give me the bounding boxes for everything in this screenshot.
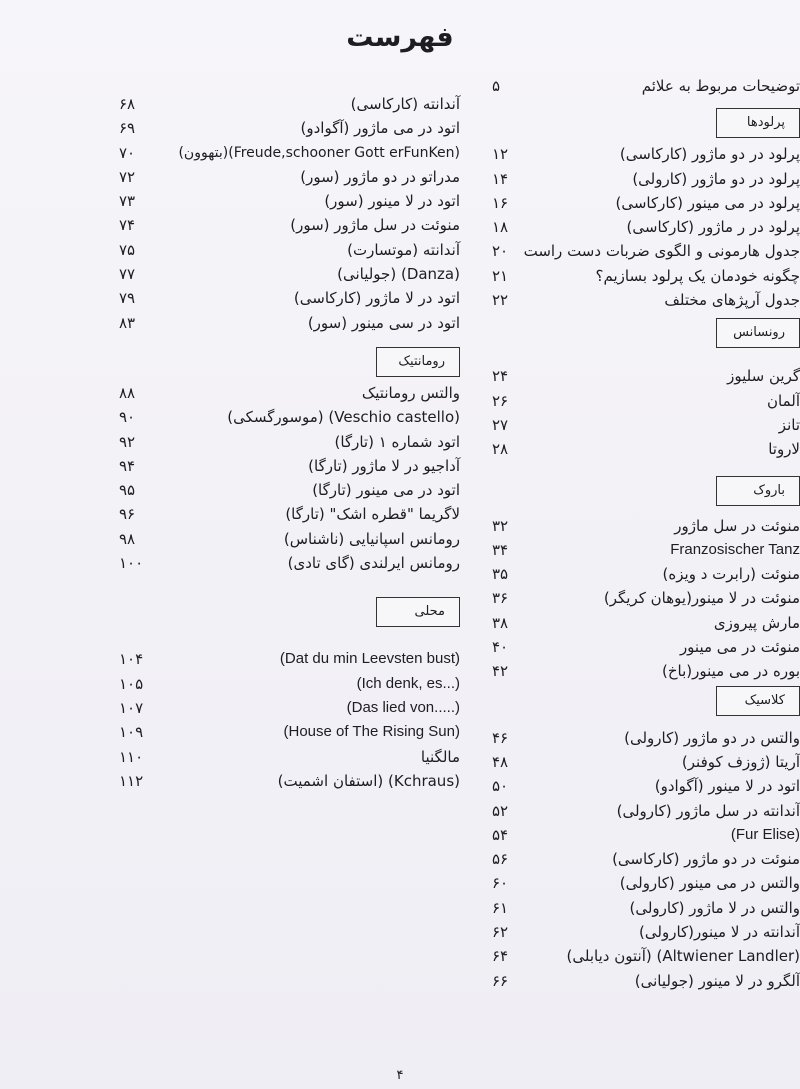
- entry-page: ۷۳: [119, 192, 136, 211]
- entry-page: ۶۰: [492, 874, 509, 893]
- entry-page: ۱۲: [492, 145, 509, 164]
- page-title: فهرست: [346, 22, 454, 53]
- entry-title: (House of The Rising Sun): [283, 723, 460, 741]
- entry-page: ۱۰۹: [119, 723, 144, 742]
- entry-title: اتود شماره ۱ (تارگا): [334, 432, 460, 451]
- entry-page: ۱۰۵: [119, 674, 144, 693]
- toc-entry[interactable]: [115, 213, 460, 237]
- section-folk: [115, 647, 460, 793]
- toc-entry[interactable]: [480, 142, 800, 166]
- entry-title: Franzosischer Tanz: [670, 540, 800, 558]
- toc-entry[interactable]: [480, 896, 800, 920]
- toc-entry[interactable]: [115, 478, 460, 502]
- entry-page: ۷۰: [119, 143, 136, 162]
- toc-entry[interactable]: [480, 920, 800, 944]
- entry-page: ۶۲: [492, 923, 509, 942]
- section-preludes: [480, 142, 800, 312]
- entry-page: ۹۲: [119, 432, 136, 451]
- toc-entry[interactable]: [480, 514, 800, 538]
- entry-title: تانز: [778, 415, 800, 434]
- section-heading-baroque: باروک: [716, 476, 800, 506]
- entry-page: ۵۰: [492, 777, 509, 796]
- entry-page: ۲۴: [492, 367, 509, 386]
- toc-entry[interactable]: [480, 191, 800, 215]
- entry-page: ۵۴: [492, 825, 509, 844]
- toc-entry[interactable]: [480, 823, 800, 847]
- entry-title: پرلود در دو ماژور (کارولی): [632, 169, 800, 188]
- toc-entry[interactable]: [115, 720, 460, 744]
- entry-page: ۱۴: [492, 169, 509, 188]
- entry-page: ۹۰: [119, 408, 136, 427]
- entry-page: ۳۴: [492, 540, 509, 559]
- entry-page: ۴۸: [492, 752, 509, 771]
- entry-title: آندانته (موتسارت): [347, 240, 460, 259]
- entry-title: (Fur Elise): [730, 825, 800, 843]
- entry-page: ۲۱: [492, 266, 509, 285]
- toc-entry[interactable]: [480, 750, 800, 774]
- toc-entry[interactable]: [480, 611, 800, 635]
- section-renaissance: [480, 364, 800, 461]
- entry-page: ۷۵: [119, 240, 136, 259]
- entry-title: اتود در لا مینور (آگوادو): [654, 777, 800, 796]
- toc-entry[interactable]: [480, 389, 800, 413]
- toc-entry[interactable]: [115, 672, 460, 696]
- toc-entry[interactable]: [480, 969, 800, 993]
- entry-page: ۷۴: [119, 216, 136, 235]
- entry-title: (.....Das lied von): [346, 698, 460, 716]
- entry-title: جدول آرپژهای مختلف: [664, 291, 800, 310]
- entry-title: مالگنیا: [420, 747, 460, 766]
- toc-entry[interactable]: [115, 430, 460, 454]
- entry-page: ۴۰: [492, 638, 509, 657]
- section-baroque: [480, 514, 800, 684]
- entry-page: ۷۷: [119, 265, 136, 284]
- toc-entry[interactable]: [480, 562, 800, 586]
- toc-entry[interactable]: [115, 405, 460, 429]
- entry-page: ۱۶: [492, 193, 509, 212]
- entry-page: ۵۲: [492, 801, 509, 820]
- entry-title: منوئت (رابرت د ویزه): [662, 565, 800, 584]
- toc-entry[interactable]: [480, 413, 800, 437]
- toc-entry[interactable]: [115, 381, 460, 405]
- entry-page: ۶۱: [492, 898, 509, 917]
- entry-title: (Veschio castello) (موسورگسکی): [227, 408, 460, 427]
- toc-entry[interactable]: [115, 165, 460, 189]
- entry-page: ۱۸: [492, 218, 509, 237]
- toc-entry[interactable]: [480, 635, 800, 659]
- entry-title: پرلود در دو ماژور (کارکاسی): [619, 145, 800, 164]
- entry-title: اتود در لا مینور (سور): [324, 192, 460, 211]
- toc-entry[interactable]: [115, 769, 460, 793]
- entry-page: ۲۷: [492, 415, 509, 434]
- entry-title: آندانته در لا مینور(کارولی): [639, 923, 800, 942]
- toc-entry[interactable]: [115, 745, 460, 769]
- entry-page: ۹۴: [119, 456, 136, 475]
- entry-page: ۹۵: [119, 481, 136, 500]
- page-number: ۴: [396, 1068, 404, 1083]
- section-romantic: [115, 381, 460, 575]
- entry-page: ۹۸: [119, 529, 136, 548]
- entry-title: منوئت در دو ماژور (کارکاسی): [612, 850, 800, 869]
- entry-page: ۳۵: [492, 565, 509, 584]
- entry-title: مارش پیروزی: [713, 613, 800, 632]
- toc-entry[interactable]: [480, 167, 800, 191]
- entry-title: جدول هارمونی و الگوی ضربات دست راست: [523, 242, 800, 261]
- toc-entry[interactable]: [115, 454, 460, 478]
- toc-entry[interactable]: [480, 774, 800, 798]
- toc-entry[interactable]: [115, 502, 460, 526]
- toc-entry[interactable]: [480, 659, 800, 683]
- entry-page: ۵۶: [492, 850, 509, 869]
- entry-title: منوئت در سل ماژور: [674, 516, 800, 535]
- section-classical-continued: [115, 92, 460, 335]
- entry-page: ۱۰۴: [119, 650, 144, 669]
- entry-title: اتود در می ماژور (آگوادو): [300, 119, 460, 138]
- toc-entry[interactable]: [480, 944, 800, 968]
- toc-entry[interactable]: [115, 527, 460, 551]
- toc-entry[interactable]: [480, 799, 800, 823]
- toc-entry[interactable]: [115, 92, 460, 116]
- toc-entry[interactable]: [115, 551, 460, 575]
- entry-page: ۱۱۲: [119, 771, 144, 790]
- toc-entry[interactable]: [480, 847, 800, 871]
- entry-page: ۶۸: [119, 95, 136, 113]
- toc-entry[interactable]: [115, 262, 460, 286]
- toc-entry[interactable]: [115, 647, 460, 671]
- entry-title: توضیحات مربوط به علائم: [641, 77, 800, 95]
- entry-page: ۱۰۰: [119, 554, 144, 573]
- entry-page: ۶۴: [492, 947, 509, 966]
- toc-entry[interactable]: [480, 437, 800, 461]
- entry-page: ۵: [492, 77, 501, 95]
- entry-title: آلگرو در لا مینور (جولیانی): [634, 971, 800, 990]
- section-heading-romantic: رومانتیک: [376, 347, 460, 377]
- entry-title: (Dat du min Leevsten bust): [279, 650, 460, 668]
- entry-title: آداجیو در لا ماژور (تارگا): [308, 456, 460, 475]
- entry-title: (Danza) (جولیانی): [337, 265, 460, 284]
- entry-page: ۱۱۰: [119, 747, 144, 766]
- entry-page: ۱۰۷: [119, 698, 144, 717]
- entry-page: ۲۲: [492, 291, 509, 310]
- entry-title: بوره در می مینور(باخ): [661, 662, 800, 681]
- toc-column-left: [115, 92, 460, 793]
- entry-title: لاروتا: [768, 440, 800, 459]
- entry-title: آندانته (کارکاسی): [350, 95, 460, 113]
- section-heading-preludes: پرلودها: [716, 108, 800, 138]
- section-heading-folk: محلی: [376, 597, 460, 627]
- toc-entry[interactable]: [115, 286, 460, 310]
- entry-title: آلمان: [767, 391, 800, 410]
- toc-entry[interactable]: [115, 696, 460, 720]
- entry-title: (Freude,schooner Gott erFunKen)(بتهوون): [178, 144, 460, 161]
- entry-title: پرلود در ر ماژور (کارکاسی): [626, 218, 800, 237]
- toc-entry[interactable]: [115, 116, 460, 140]
- entry-title: اتود در لا ماژور (کارکاسی): [293, 289, 460, 308]
- entry-title: رومانس ایرلندی (گای تادی): [287, 554, 460, 573]
- entry-title: والتس در دو ماژور (کارولی): [624, 728, 800, 747]
- toc-column-right: [480, 74, 800, 993]
- section-heading-renaissance: رونسانس: [716, 318, 800, 348]
- toc-entry[interactable]: [480, 586, 800, 610]
- section-classical: [480, 726, 800, 993]
- entry-title: (Kchraus) (استفان اشمیت): [277, 771, 460, 790]
- entry-page: ۳۶: [492, 589, 509, 608]
- entry-title: لاگریما "قطره اشک" (تارگا): [285, 505, 460, 524]
- toc-entry[interactable]: [115, 311, 460, 335]
- entry-title: والتس در می مینور (کارولی): [619, 874, 800, 893]
- entry-page: ۴۲: [492, 662, 509, 681]
- entry-page: ۲۰: [492, 242, 509, 261]
- entry-title: اتود در سی مینور (سور): [307, 313, 460, 332]
- entry-page: ۶۶: [492, 971, 509, 990]
- entry-title: منوئت در می مینور: [679, 638, 800, 657]
- entry-title: چگونه خودمان یک پرلود بسازیم؟: [595, 266, 800, 285]
- entry-page: ۳۲: [492, 516, 509, 535]
- entry-title: منوئت در سل ماژور (سور): [290, 216, 460, 235]
- entry-title: والتس رومانتیک: [361, 383, 460, 402]
- entry-title: اتود در می مینور (تارگا): [312, 481, 460, 500]
- entry-page: ۲۸: [492, 440, 509, 459]
- entry-title: رومانس اسپانیایی (ناشناس): [283, 529, 460, 548]
- toc-entry[interactable]: [480, 215, 800, 239]
- toc-entry[interactable]: [480, 264, 800, 288]
- toc-entry[interactable]: [480, 538, 800, 562]
- entry-page: ۷۲: [119, 167, 136, 186]
- entry-page: ۲۶: [492, 391, 509, 410]
- entry-title: منوئت در لا مینور(یوهان کریگر): [603, 589, 800, 608]
- entry-page: ۹۶: [119, 505, 136, 524]
- toc-entry[interactable]: [115, 238, 460, 262]
- toc-entry[interactable]: [115, 141, 460, 165]
- entry-title: آندانته در سل ماژور (کارولی): [616, 801, 800, 820]
- entry-page: ۷۹: [119, 289, 136, 308]
- entry-page: ۳۸: [492, 613, 509, 632]
- entry-title: آریتا (ژوزف کوفنر): [681, 752, 800, 771]
- entry-page: ۶۹: [119, 119, 136, 138]
- entry-title: (...Ich denk, es): [356, 674, 460, 692]
- section-heading-classical: کلاسیک: [716, 686, 800, 716]
- toc-entry[interactable]: [480, 364, 800, 388]
- toc-entry[interactable]: [480, 288, 800, 312]
- toc-entry[interactable]: [480, 726, 800, 750]
- entry-title: گرین سلیوز: [727, 367, 800, 386]
- entry-title: (Altwiener Landler) (آنتون دیابلی): [566, 947, 800, 966]
- entry-title: مدراتو در دو ماژور (سور): [300, 167, 460, 186]
- toc-entry[interactable]: [115, 189, 460, 213]
- entry-title: والتس در لا ماژور (کارولی): [629, 898, 800, 917]
- entry-title: پرلود در می مینور (کارکاسی): [615, 193, 800, 212]
- toc-entry[interactable]: [480, 871, 800, 895]
- entry-page: ۴۶: [492, 728, 509, 747]
- entry-page: ۸۸: [119, 383, 136, 402]
- entry-page: ۸۳: [119, 313, 136, 332]
- toc-entry[interactable]: [480, 74, 800, 98]
- toc-entry[interactable]: [480, 239, 800, 263]
